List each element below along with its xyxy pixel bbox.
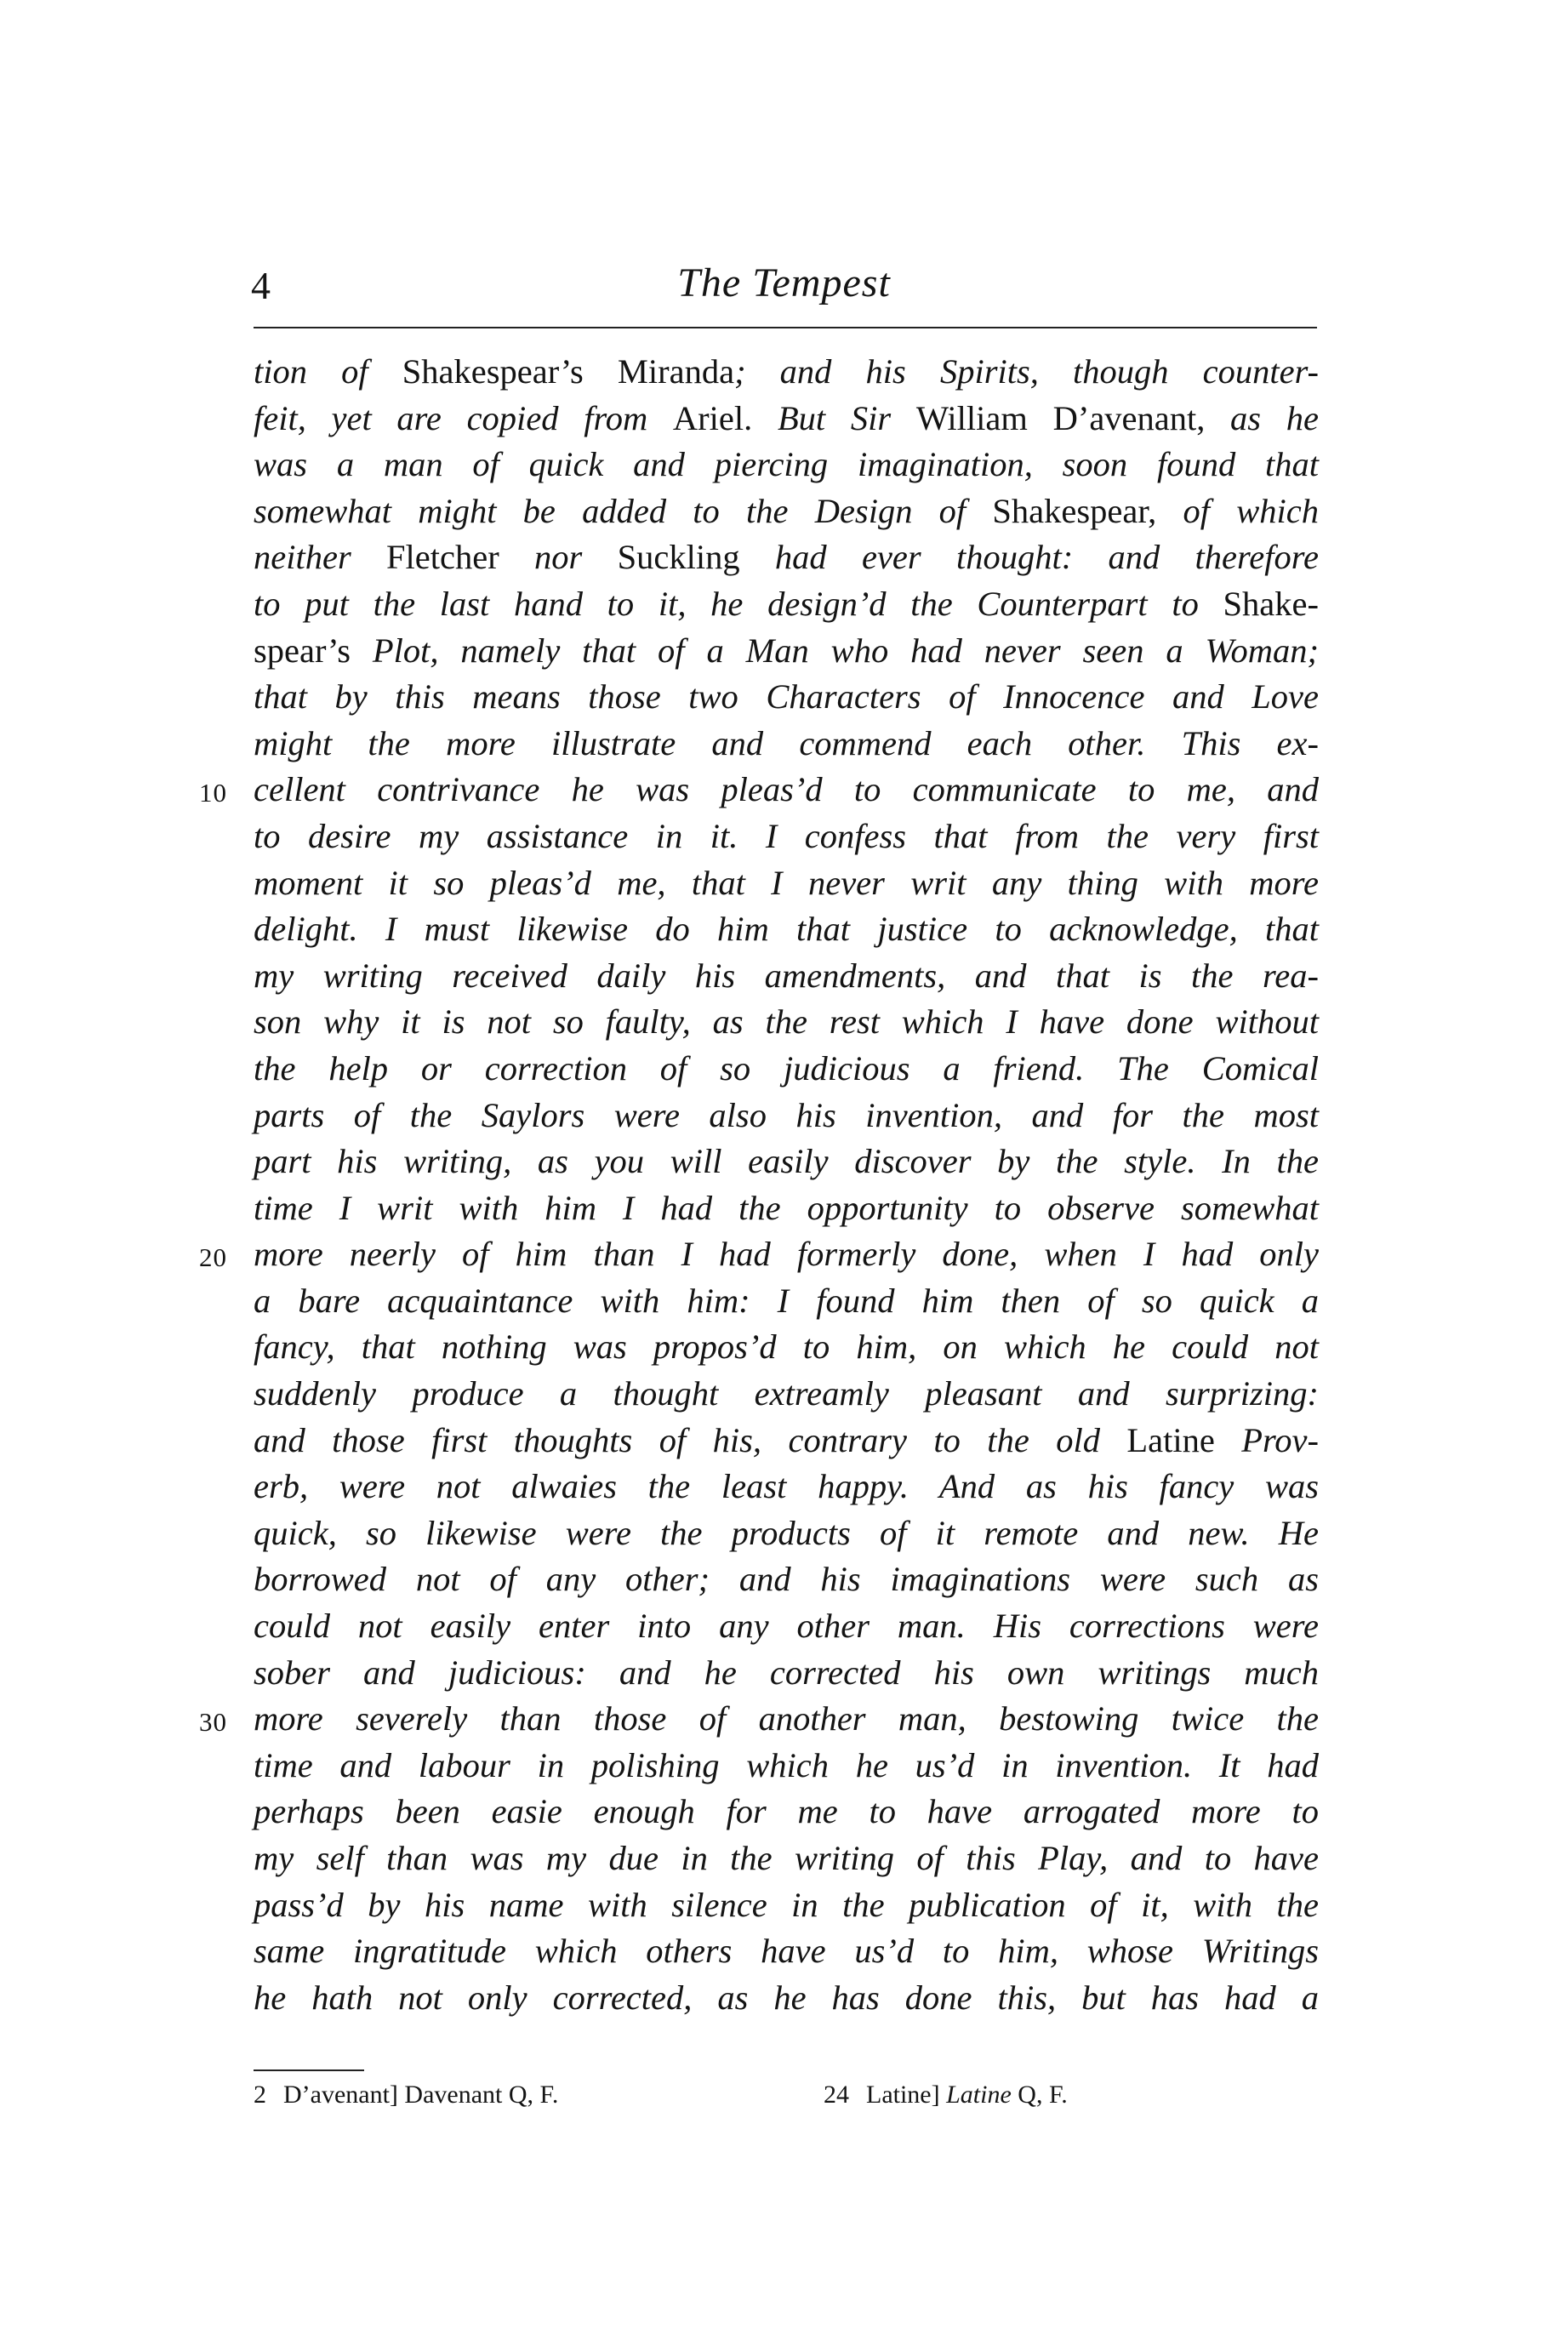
text-line <box>199 1231 1319 1278</box>
line-number: 30 <box>199 1707 227 1738</box>
text-line <box>254 349 1319 396</box>
roman-text: Miranda <box>583 352 735 391</box>
italic-text: same ingratitude which others have us’d to him, whose Writings <box>254 1932 1319 1971</box>
italic-text: could not easily enter into any other man. His corrections were <box>254 1607 1319 1646</box>
text-line <box>254 1882 1319 1929</box>
italic-text: tion of <box>254 352 402 391</box>
roman-text: spear’s <box>254 631 351 670</box>
footnote-number: 24 <box>824 2081 849 2109</box>
text-line <box>254 1185 1319 1232</box>
italic-text: somewhat might be added to the Design of <box>254 491 993 530</box>
footnote-text-italic: Latine <box>946 2081 1012 2109</box>
text-line <box>254 1046 1319 1093</box>
italic-text: more severely than those of another man, bestowing twice the <box>254 1699 1319 1738</box>
italic-text: erb, were not alwaies the least happy. And as his fancy was <box>254 1467 1319 1506</box>
italic-text: my self than was my due in the writing of this Play, and to have <box>254 1839 1319 1877</box>
roman-text: Latine <box>1126 1420 1215 1459</box>
italic-text: a bare acquaintance with him: I found him then of so quick a <box>254 1281 1319 1320</box>
italic-text: as he <box>1205 398 1319 437</box>
italic-text: to desire my assistance in it. I confess that from the very first <box>254 816 1319 855</box>
text-line <box>254 1556 1319 1603</box>
italic-text: nor <box>499 538 618 577</box>
roman-text: Shake- <box>1223 584 1319 623</box>
italic-text: son why it is not so faulty, as the rest which I have done without <box>254 1002 1319 1042</box>
text-line <box>254 1418 1319 1464</box>
text-line <box>254 674 1319 721</box>
text-line <box>254 442 1319 488</box>
italic-text: my writing received daily his amendments, and that is the rea- <box>254 956 1319 995</box>
italic-text: time and labour in polishing which he us’d in invention. It had <box>254 1745 1319 1784</box>
running-head: The Tempest <box>677 260 891 305</box>
text-line <box>254 1371 1319 1418</box>
text-line <box>254 1093 1319 1139</box>
italic-text: fancy, that nothing was propos’d to him, on which he could not <box>254 1327 1319 1367</box>
italic-text: parts of the Saylors were also his invention, and for the most <box>254 1095 1319 1134</box>
italic-text: and those first thoughts of his, contrary to the old <box>254 1420 1127 1459</box>
text-line <box>254 999 1319 1046</box>
roman-text: William D’avenant, <box>915 398 1206 437</box>
italic-text: quick, so likewise were the products of it remote and new. He <box>254 1513 1319 1552</box>
italic-text: pass’d by his name with silence in the publication of it, with the <box>254 1885 1319 1924</box>
roman-text: Ariel. <box>672 398 753 437</box>
line-number: 10 <box>199 778 227 808</box>
text-line <box>254 1278 1319 1325</box>
roman-text: Shakespear’s <box>402 352 584 391</box>
italic-text: But Sir <box>752 398 916 437</box>
roman-text: Shakespear, <box>992 491 1157 530</box>
text-line <box>254 906 1319 953</box>
footnote-text: Q, F. <box>1011 2081 1068 2109</box>
italic-text: feit, yet are copied from <box>254 398 673 437</box>
italic-text: neither <box>254 538 387 577</box>
italic-text: was a man of quick and piercing imagination, soon found that <box>254 445 1319 484</box>
text-line <box>254 1464 1319 1510</box>
text-line <box>199 767 1319 813</box>
text-line <box>254 1324 1319 1371</box>
text-line <box>254 1835 1319 1882</box>
text-line <box>254 1650 1319 1697</box>
text-line <box>254 581 1319 628</box>
text-line <box>254 1743 1319 1790</box>
text-line <box>254 813 1319 860</box>
footnote-text: D’avenant] Davenant Q, F. <box>283 2081 559 2109</box>
footnote-number: 2 <box>254 2081 266 2109</box>
italic-text: time I writ with him I had the opportunity to observe somewhat <box>254 1188 1319 1227</box>
page-number: 4 <box>251 264 271 307</box>
text-line <box>254 396 1319 442</box>
line-number: 20 <box>199 1242 227 1273</box>
text-line <box>254 721 1319 768</box>
italic-text: had ever thought: and therefore <box>739 538 1320 577</box>
italic-text: might the more illustrate and commend each other. This ex- <box>254 723 1319 762</box>
italic-text: to put the last hand to it, he design’d the Counterpart to <box>254 584 1223 623</box>
italic-text: Prov- <box>1214 1420 1319 1459</box>
italic-text: perhaps been easie enough for me to have arrogated more to <box>254 1792 1319 1831</box>
roman-text: Fletcher <box>386 538 499 577</box>
italic-text: the help or correction of so judicious a friend. The Comical <box>254 1048 1319 1088</box>
text-line <box>254 953 1319 1000</box>
italic-text: Plot, namely that of a Man who had never seen a Woman; <box>350 631 1319 670</box>
italic-text: borrowed not of any other; and his imaginations were such as <box>254 1560 1319 1599</box>
text-line <box>254 1603 1319 1650</box>
text-line <box>254 860 1319 907</box>
italic-text: suddenly produce a thought extreamly pleasant and surprizing: <box>254 1374 1319 1413</box>
body-text <box>199 349 1320 2021</box>
italic-text: sober and judicious: and he corrected his own writings much <box>254 1653 1319 1692</box>
text-line <box>254 1975 1319 2022</box>
footnote-2 <box>824 2078 1068 2112</box>
italic-text: more neerly of him than I had formerly done, when I had only <box>254 1235 1319 1274</box>
italic-text: that by this means those two Characters of Innocence and Love <box>254 677 1319 716</box>
text-line <box>254 628 1319 675</box>
text-line <box>254 488 1319 535</box>
italic-text: part his writing, as you will easily discover by the style. In the <box>254 1142 1319 1181</box>
italic-text: cellent contrivance he was pleas’d to communicate to me, and <box>254 770 1319 809</box>
italic-text: he hath not only corrected, as he has done this, but has had a <box>254 1978 1319 2017</box>
roman-text: Suckling <box>617 538 740 577</box>
text-line <box>254 1789 1319 1835</box>
italic-text: ; and his Spirits, though counter- <box>734 352 1320 391</box>
footnote-text: Latine] <box>866 2081 947 2109</box>
header-rule <box>254 327 1317 328</box>
italic-text: moment it so pleas’d me, that I never writ any thing with more <box>254 863 1319 902</box>
text-line <box>254 534 1319 581</box>
text-line <box>254 1928 1319 1975</box>
text-line <box>254 1510 1319 1557</box>
italic-text: of which <box>1156 491 1319 530</box>
footnote-rule <box>254 2069 364 2071</box>
italic-text: delight. I must likewise do him that justice to acknowledge, that <box>254 910 1319 949</box>
text-line <box>254 1139 1319 1185</box>
text-line <box>199 1696 1319 1743</box>
footnote-1 <box>254 2078 558 2112</box>
